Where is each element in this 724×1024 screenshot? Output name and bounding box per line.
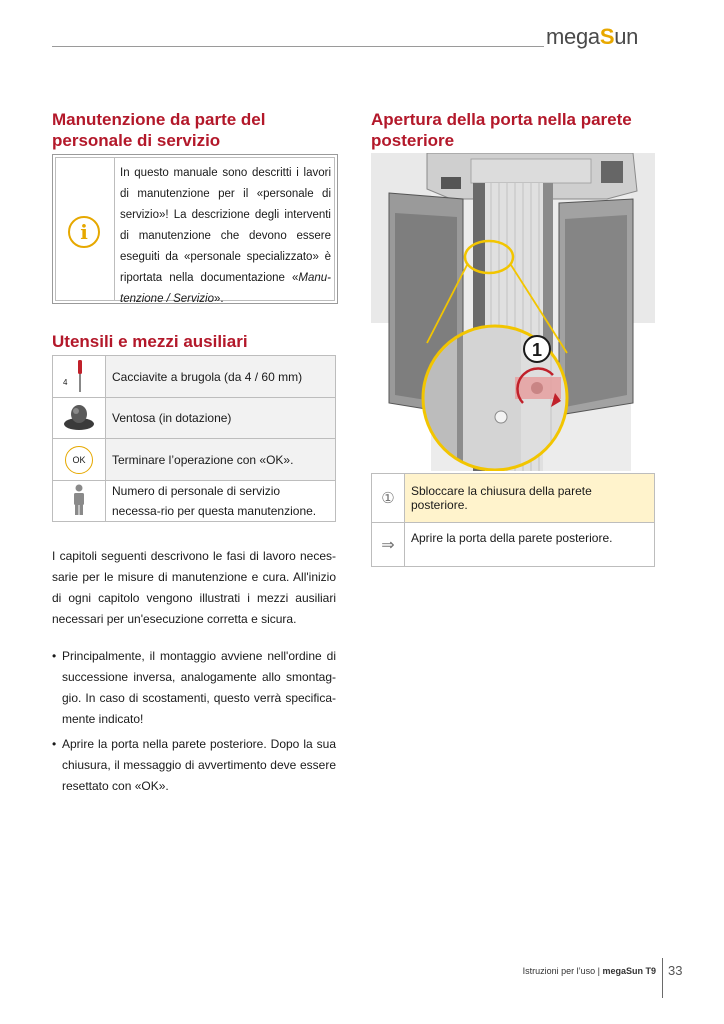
- callout-number: 1: [531, 340, 543, 360]
- list-item: • Aprire la porta nella parete posteriore. Dopo la sua chiusura, il messaggio di avvertimento deve essere resettato con «OK».: [52, 734, 336, 797]
- steps-table: [371, 473, 655, 567]
- bullet-list: [52, 646, 336, 801]
- section-title-maintenance: Manutenzione da parte del personale di servizio: [52, 110, 266, 150]
- info-box: [52, 154, 338, 304]
- person-icon: [72, 484, 86, 516]
- arrow-right-icon: ⇒: [372, 523, 405, 567]
- page-number: 33: [668, 963, 683, 978]
- tool-text-ok: Terminare l’operazione con «OK».: [106, 439, 336, 481]
- tool-row-personnel: [53, 481, 336, 522]
- screwdriver-size-label: 4: [63, 378, 68, 387]
- ok-icon: OK: [65, 446, 93, 474]
- suction-cup-icon: [62, 403, 96, 431]
- tool-text-suction-cup: Ventosa (in dotazione): [106, 398, 336, 439]
- list-item: • Principalmente, il montaggio avviene nell'ordine di successione inversa, analogamente allo smontag-gio. In caso di scostamenti, questo verrà specifica-mente indicato!: [52, 646, 336, 730]
- tools-table: [52, 355, 336, 522]
- section-title-tools: Utensili e mezzi ausiliari: [52, 332, 248, 351]
- footer-doc-title: Istruzioni per l’uso | megaSun T9: [522, 966, 656, 976]
- info-icon: i: [68, 216, 100, 248]
- megasun-logo: megaSun: [546, 24, 639, 49]
- intro-paragraph: I capitoli seguenti descrivono le fasi di lavoro neces-sarie per le misure di manutenzione e cura. All'inizio di ogni capitolo vengono illustrati i mezzi ausiliari necessari per un'esecuzione corretta e sicura.: [52, 549, 336, 626]
- step-row-unlock: [372, 474, 655, 523]
- screwdriver-icon: [75, 360, 85, 394]
- info-text: In questo manuale sono descritti i lavori di manutenzione per il «personale di servizio»! La descrizione degli interventi di manutenzione che devono essere eseguiti da «personale specializzato» è riportata nella documentazione «Manu-tenzione / Servizio».: [120, 167, 331, 305]
- tool-row-suction-cup: [53, 398, 336, 439]
- rear-wall-illustration: [371, 153, 655, 471]
- footer-divider: [662, 958, 663, 998]
- step-number-icon: ①: [372, 474, 405, 523]
- header-rule: [52, 46, 544, 47]
- tool-text-screwdriver: Cacciavite a brugola (da 4 / 60 mm): [106, 356, 336, 398]
- tool-row-ok: [53, 439, 336, 481]
- step-text-open: Aprire la porta della parete posteriore.: [405, 523, 655, 567]
- tool-row-screwdriver: [53, 356, 336, 398]
- step-text-unlock: Sbloccare la chiusura della parete posteriore.: [405, 474, 655, 523]
- section-title-rear-door: Apertura della porta nella parete posteriore: [371, 110, 632, 150]
- tool-text-personnel: Numero di personale di servizio necessa-rio per questa manutenzione.: [106, 481, 336, 522]
- step-row-open: [372, 523, 655, 567]
